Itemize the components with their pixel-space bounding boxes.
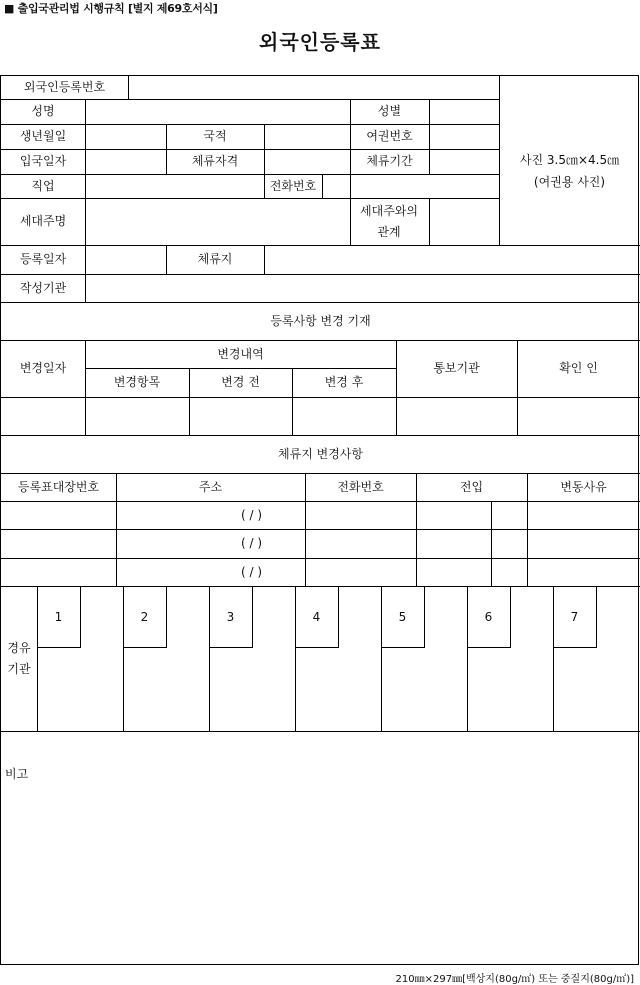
label-confirmation-seal: 확인 인 — [559, 361, 598, 376]
label-passport-number: 여권번호 — [366, 129, 413, 144]
label-registration-date: 등록일자 — [19, 252, 67, 267]
routing-number-3: 3 — [226, 609, 235, 624]
routing-number-7: 7 — [570, 609, 579, 624]
address-slash-marker: ( / ) — [241, 507, 263, 522]
address-slash-marker: ( / ) — [241, 564, 263, 579]
label-before-change: 변경 전 — [221, 375, 260, 390]
label-routing-agency: 경유 기관 — [7, 641, 31, 676]
routing-number-5: 5 — [398, 609, 407, 624]
label-householder: 세대주명 — [19, 214, 67, 229]
label-change-reason: 변동사유 — [560, 479, 607, 494]
label-issuing-office: 작성기관 — [19, 280, 67, 295]
label-householder-relation: 세대주와의 관계 — [360, 204, 418, 239]
photo-type-text: (여권용 사진) — [533, 175, 606, 189]
label-address: 주소 — [198, 479, 223, 494]
routing-number-1: 1 — [54, 609, 63, 624]
label-change-date: 변경일자 — [19, 361, 67, 376]
label-change-item: 변경항목 — [113, 375, 161, 390]
label-name: 성명 — [31, 104, 55, 119]
routing-number-6: 6 — [484, 609, 493, 624]
routing-number-2: 2 — [140, 609, 149, 624]
label-sex: 성별 — [377, 104, 402, 119]
paper-spec-footer: 210㎜×297㎜[백상지(80g/㎡) 또는 중질지(80g/㎡)] — [395, 974, 634, 985]
section-residence-changes: 체류지 변경사항 — [278, 446, 363, 461]
page-title: 외국인등록표 — [259, 30, 381, 54]
label-nationality: 국적 — [203, 129, 227, 144]
label-ledger-number: 등록표대장번호 — [17, 479, 100, 494]
label-entry-date: 입국일자 — [19, 154, 67, 169]
form-frame — [0, 75, 639, 965]
label-birth-date: 생년월일 — [19, 129, 67, 144]
section-registration-changes: 등록사항 변경 기재 — [270, 313, 371, 328]
label-after-change: 변경 후 — [324, 375, 364, 390]
label-registration-number: 외국인등록번호 — [23, 80, 106, 95]
label-phone: 전화번호 — [269, 178, 317, 193]
label-change-details: 변경내역 — [217, 346, 264, 361]
label-remarks: 비고 — [5, 766, 29, 781]
label-stay-status: 체류자격 — [191, 154, 239, 169]
label-residence-phone: 전화번호 — [337, 479, 384, 494]
address-slash-marker: ( / ) — [241, 536, 263, 551]
label-occupation: 직업 — [31, 178, 55, 193]
photo-size-text: 사진 3.5㎝×4.5㎝ — [519, 153, 620, 168]
label-move-in: 전입 — [459, 479, 484, 494]
label-stay-period: 체류기간 — [366, 154, 413, 169]
label-notifying-agency: 통보기관 — [433, 361, 480, 376]
label-residence: 체류지 — [197, 252, 233, 267]
routing-number-4: 4 — [312, 609, 321, 624]
photo-box — [499, 99, 640, 245]
regulation-header: ■ 출입국관리법 시행규칙 [별지 제69호서식] — [4, 2, 218, 15]
